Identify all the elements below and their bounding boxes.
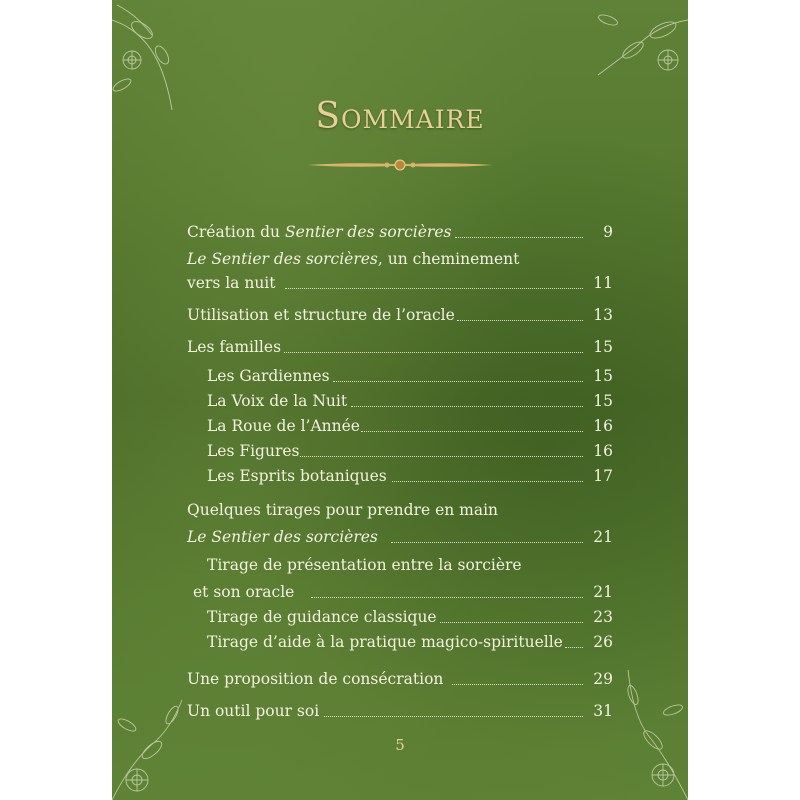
- toc-entry-label: Les Esprits botaniques: [207, 467, 387, 485]
- toc-page-number: 15: [593, 392, 613, 410]
- toc-entry[interactable]: [187, 697, 613, 721]
- toc-entry-label-line1: Le Sentier des sorcières, un cheminement: [187, 250, 520, 268]
- toc-page-number: 23: [593, 608, 613, 626]
- toc-entry[interactable]: [187, 578, 613, 602]
- leader-dots: [392, 480, 583, 482]
- toc-entry-label: Un outil pour soi: [187, 702, 320, 720]
- leader-dots: [311, 596, 583, 598]
- book-page: [112, 0, 688, 800]
- toc-entry-label: Tirage d’aide à la pratique magico-spirituelle: [207, 633, 563, 651]
- toc-entry[interactable]: [187, 387, 613, 411]
- toc-entry[interactable]: [187, 665, 613, 689]
- toc-entry-label: Les Gardiennes: [207, 367, 330, 385]
- toc-entry-label: Les familles: [187, 338, 282, 356]
- toc-entry[interactable]: [187, 269, 613, 293]
- toc-page-number: 13: [593, 306, 613, 324]
- leader-dots: [324, 715, 583, 717]
- leader-dots: [285, 287, 583, 289]
- ornamental-divider-icon: [307, 158, 493, 172]
- leader-dots: [361, 430, 583, 432]
- floral-corner-top-left-icon: [112, 0, 202, 110]
- toc-entry[interactable]: [187, 462, 613, 486]
- toc-entry[interactable]: [187, 333, 613, 357]
- toc-entry[interactable]: [187, 218, 613, 242]
- page-title: Sommaire: [315, 96, 485, 137]
- toc-entry-label: La Voix de la Nuit: [207, 392, 348, 410]
- toc-page-number: 11: [593, 274, 613, 292]
- toc-entry[interactable]: [187, 412, 613, 436]
- toc-entry[interactable]: [187, 437, 613, 461]
- floral-corner-bottom-left-icon: [112, 670, 202, 800]
- toc-entry-label-italic: Sentier des sorcières: [284, 223, 452, 241]
- page-number: 5: [395, 736, 405, 754]
- toc-page-number: 26: [593, 633, 613, 651]
- toc-entry[interactable]: [187, 628, 613, 652]
- toc-page-number: 31: [593, 702, 613, 720]
- toc-entry[interactable]: [187, 301, 613, 325]
- toc-page-number: 21: [593, 528, 613, 546]
- leader-dots: [440, 621, 583, 623]
- toc-page-number: 9: [603, 223, 613, 241]
- leader-dots: [300, 455, 583, 457]
- toc-entry-label: La Roue de l’Année: [207, 417, 360, 435]
- toc-entry-label-line1: Quelques tirages pour prendre en main: [187, 501, 499, 519]
- toc-entry-label: Tirage de guidance classique: [207, 608, 437, 626]
- leader-dots: [457, 319, 583, 321]
- toc-page-number: 15: [593, 338, 613, 356]
- toc-page-number: 16: [593, 442, 613, 460]
- toc-page-number: 15: [593, 367, 613, 385]
- toc-page-number: 21: [593, 583, 613, 601]
- toc-entry-label: vers la nuit: [187, 274, 276, 292]
- toc-entry[interactable]: [187, 523, 613, 547]
- floral-corner-top-right-icon: [578, 0, 688, 80]
- toc-page-number: 17: [593, 467, 613, 485]
- leader-dots: [452, 683, 583, 685]
- toc-entry[interactable]: [187, 362, 613, 386]
- toc-entry-label: Création du: [187, 223, 285, 241]
- toc-entry-label: et son oracle: [193, 583, 295, 601]
- leader-dots: [391, 541, 583, 543]
- toc-entry[interactable]: [187, 603, 613, 627]
- leader-dots: [333, 380, 583, 382]
- leader-dots: [455, 236, 583, 238]
- toc-entry-label: Une proposition de consécration: [187, 670, 444, 688]
- toc-entry-label: Les Figures: [207, 442, 300, 460]
- toc-entry-label-line1: Tirage de présentation entre la sorcière: [207, 556, 522, 574]
- toc-entry-label: Utilisation et structure de l’oracle: [187, 306, 455, 324]
- leader-dots: [565, 646, 583, 648]
- toc-page-number: 16: [593, 417, 613, 435]
- leader-dots: [284, 351, 583, 353]
- toc-entry-label-italic: Le Sentier des sorcières: [187, 528, 378, 546]
- leader-dots: [351, 405, 583, 407]
- toc-page-number: 29: [593, 670, 613, 688]
